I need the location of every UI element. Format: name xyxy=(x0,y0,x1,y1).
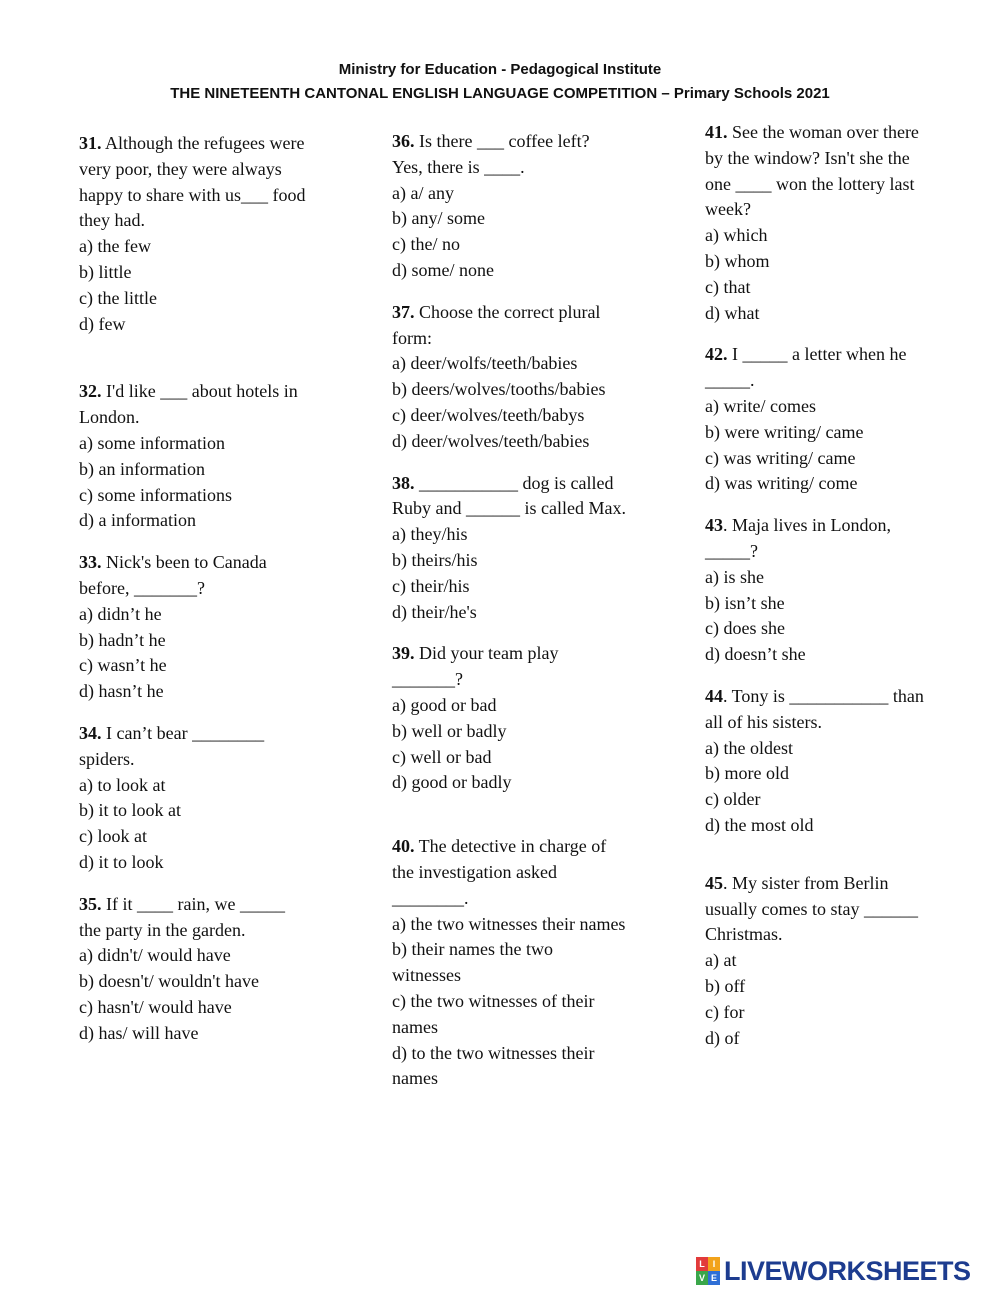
answer-option[interactable]: d) it to look xyxy=(79,851,164,872)
question-number: 34. xyxy=(79,722,102,743)
answer-option[interactable]: d) deer/wolves/teeth/babies xyxy=(392,430,590,451)
answer-option[interactable]: b) their names the two witnesses xyxy=(392,939,553,986)
answer-option[interactable]: a) they/his xyxy=(392,524,468,545)
column-3 xyxy=(705,120,965,1067)
question xyxy=(392,834,667,1092)
answer-option[interactable]: d) doesn’t she xyxy=(705,644,806,665)
question xyxy=(705,684,965,839)
question-stem xyxy=(705,871,965,948)
answer-option[interactable]: c) deer/wolves/teeth/babys xyxy=(392,404,585,425)
question-text: I'd like ___ about hotels in London. xyxy=(79,381,298,428)
question-text: The detective in charge of the investigation asked ________. xyxy=(392,836,607,908)
question-number: 44 xyxy=(705,685,723,706)
logo-mark-icon xyxy=(696,1257,720,1285)
question-text: If it ____ rain, we _____ the party in the garden. xyxy=(79,893,285,940)
answer-option[interactable]: b) hadn’t he xyxy=(79,629,166,650)
question xyxy=(79,379,354,534)
answer-option[interactable]: a) good or bad xyxy=(392,694,497,715)
answer-option[interactable]: a) is she xyxy=(705,566,764,587)
question xyxy=(79,550,354,705)
question-number: 42. xyxy=(705,344,728,365)
question-text: Did your team play _______? xyxy=(392,643,559,690)
question-number: 33. xyxy=(79,552,102,573)
answer-option[interactable]: d) good or badly xyxy=(392,772,512,793)
answer-option[interactable]: a) to look at xyxy=(79,774,166,795)
question-text: Although the refugees were very poor, they were always happy to share with us___ food they had. xyxy=(79,133,306,231)
question-text: Is there ___ coffee left? Yes, there is ____. xyxy=(392,131,590,177)
question-text: . Tony is ___________ than all of his sisters. xyxy=(705,685,924,732)
answer-option[interactable]: a) the few xyxy=(79,236,151,257)
answer-option[interactable]: b) an information xyxy=(79,458,205,479)
answer-option[interactable]: b) deers/wolves/tooths/babies xyxy=(392,379,606,400)
question-stem xyxy=(705,342,965,394)
answer-option[interactable]: c) the/ no xyxy=(392,234,460,255)
answer-option[interactable]: d) was writing/ come xyxy=(705,473,858,494)
answer-option[interactable]: c) wasn’t he xyxy=(79,655,167,676)
question-stem xyxy=(392,834,667,911)
answer-option[interactable]: c) hasn't/ would have xyxy=(79,996,232,1017)
question-text: I can’t bear ________ spiders. xyxy=(79,722,265,769)
answer-option[interactable]: c) their/his xyxy=(392,575,470,596)
question-stem xyxy=(705,120,965,223)
answer-option[interactable]: d) to the two witnesses their names xyxy=(392,1042,595,1089)
answer-option[interactable]: c) for xyxy=(705,1001,745,1022)
question-number: 32. xyxy=(79,381,102,402)
answer-option[interactable]: c) some informations xyxy=(79,484,232,505)
answer-option[interactable]: a) didn't/ would have xyxy=(79,945,231,966)
question xyxy=(705,120,965,326)
answer-option[interactable]: a) which xyxy=(705,225,768,246)
question xyxy=(392,300,667,455)
logo-mark-letter: V xyxy=(696,1271,708,1285)
answer-option[interactable]: c) does she xyxy=(705,618,785,639)
answer-option[interactable]: b) any/ some xyxy=(392,208,485,229)
answer-option[interactable]: a) didn’t he xyxy=(79,603,162,624)
question-number: 35. xyxy=(79,893,102,914)
answer-option[interactable]: d) has/ will have xyxy=(79,1022,199,1043)
answer-option[interactable]: a) write/ comes xyxy=(705,395,816,416)
answer-option[interactable]: d) a information xyxy=(79,510,196,531)
header-line-1: Ministry for Education - Pedagogical Institute xyxy=(338,61,662,78)
question-stem xyxy=(392,300,667,352)
answer-option[interactable]: b) more old xyxy=(705,763,789,784)
answer-option[interactable]: c) well or bad xyxy=(392,746,492,767)
answer-option[interactable]: b) isn’t she xyxy=(705,592,785,613)
question-text: I _____ a letter when he _____. xyxy=(705,344,907,391)
logo-mark-letter: E xyxy=(708,1271,720,1285)
answer-option[interactable]: d) few xyxy=(79,313,126,334)
column-1 xyxy=(79,131,354,1063)
document-header xyxy=(0,58,1000,106)
answer-option[interactable]: a) deer/wolfs/teeth/babies xyxy=(392,353,578,374)
answer-option[interactable]: c) that xyxy=(705,276,751,297)
answer-option[interactable]: a) some information xyxy=(79,432,225,453)
question xyxy=(705,871,965,1052)
answer-option[interactable]: b) theirs/his xyxy=(392,549,478,570)
question xyxy=(705,513,965,668)
answer-option[interactable]: b) doesn't/ wouldn't have xyxy=(79,971,259,992)
question xyxy=(79,721,354,876)
question-stem xyxy=(392,641,667,693)
answer-option[interactable]: c) was writing/ came xyxy=(705,447,856,468)
question-text: . Maja lives in London, _____? xyxy=(705,515,891,561)
question xyxy=(392,471,667,626)
question-number: 38. xyxy=(392,472,415,493)
question-stem xyxy=(79,379,354,431)
answer-option[interactable]: a) the oldest xyxy=(705,737,793,758)
question-number: 41. xyxy=(705,122,728,142)
answer-option[interactable]: d) what xyxy=(705,302,760,323)
logo-text: LIVEWORKSHEETS xyxy=(724,1255,971,1286)
answer-option[interactable]: b) little xyxy=(79,261,132,282)
question xyxy=(79,892,354,1047)
header-line-2: THE NINETEENTH CANTONAL ENGLISH LANGUAGE COMPETITION – Primary Schools 2021 xyxy=(170,85,830,102)
answer-option[interactable]: a) a/ any xyxy=(392,182,454,203)
question-number: 37. xyxy=(392,301,415,322)
question-text: Nick's been to Canada before, _______? xyxy=(79,552,267,598)
question xyxy=(705,342,965,497)
answer-option[interactable]: c) the little xyxy=(79,287,157,308)
question-stem xyxy=(392,471,667,523)
answer-option[interactable]: b) it to look at xyxy=(79,800,181,821)
column-2 xyxy=(392,129,667,1108)
answer-option[interactable]: d) hasn’t he xyxy=(79,681,164,702)
answer-option[interactable]: d) some/ none xyxy=(392,259,494,280)
answer-option[interactable]: d) of xyxy=(705,1027,740,1048)
question-stem xyxy=(79,131,354,234)
question-text: Choose the correct plural form: xyxy=(392,301,601,348)
question-number: 31. xyxy=(79,133,102,153)
question-text: See the woman over there by the window? Isn't she the one ____ won the lottery last week? xyxy=(705,122,919,220)
question-number: 40. xyxy=(392,836,415,857)
question-stem xyxy=(705,513,965,565)
question-number: 36. xyxy=(392,131,415,151)
answer-option[interactable]: d) their/he's xyxy=(392,601,477,622)
question-stem xyxy=(79,721,354,773)
answer-option[interactable]: c) the two witnesses of their names xyxy=(392,990,595,1037)
answer-option[interactable]: c) older xyxy=(705,789,761,810)
answer-option[interactable]: a) the two witnesses their names xyxy=(392,913,626,934)
question xyxy=(392,129,667,284)
liveworksheets-logo xyxy=(696,1255,971,1287)
question-text: ___________ dog is called Ruby and ______ is called Max. xyxy=(392,472,626,519)
logo-mark-letter: I xyxy=(708,1257,720,1271)
question-text: . My sister from Berlin usually comes to stay ______ Christmas. xyxy=(705,872,918,945)
answer-option[interactable]: a) at xyxy=(705,950,737,971)
answer-option[interactable]: b) were writing/ came xyxy=(705,421,864,442)
question-stem xyxy=(392,129,667,181)
question-stem xyxy=(79,550,354,602)
question-number: 45 xyxy=(705,872,723,893)
question xyxy=(79,131,354,337)
question-number: 43 xyxy=(705,515,723,536)
answer-option[interactable]: b) whom xyxy=(705,250,770,271)
answer-option[interactable]: b) off xyxy=(705,975,746,996)
logo-mark-letter: L xyxy=(696,1257,708,1271)
answer-option[interactable]: c) look at xyxy=(79,826,147,847)
answer-option[interactable]: b) well or badly xyxy=(392,720,507,741)
answer-option[interactable]: d) the most old xyxy=(705,814,814,835)
question xyxy=(392,641,667,796)
question-stem xyxy=(705,684,965,736)
question-number: 39. xyxy=(392,643,415,664)
question-stem xyxy=(79,892,354,944)
